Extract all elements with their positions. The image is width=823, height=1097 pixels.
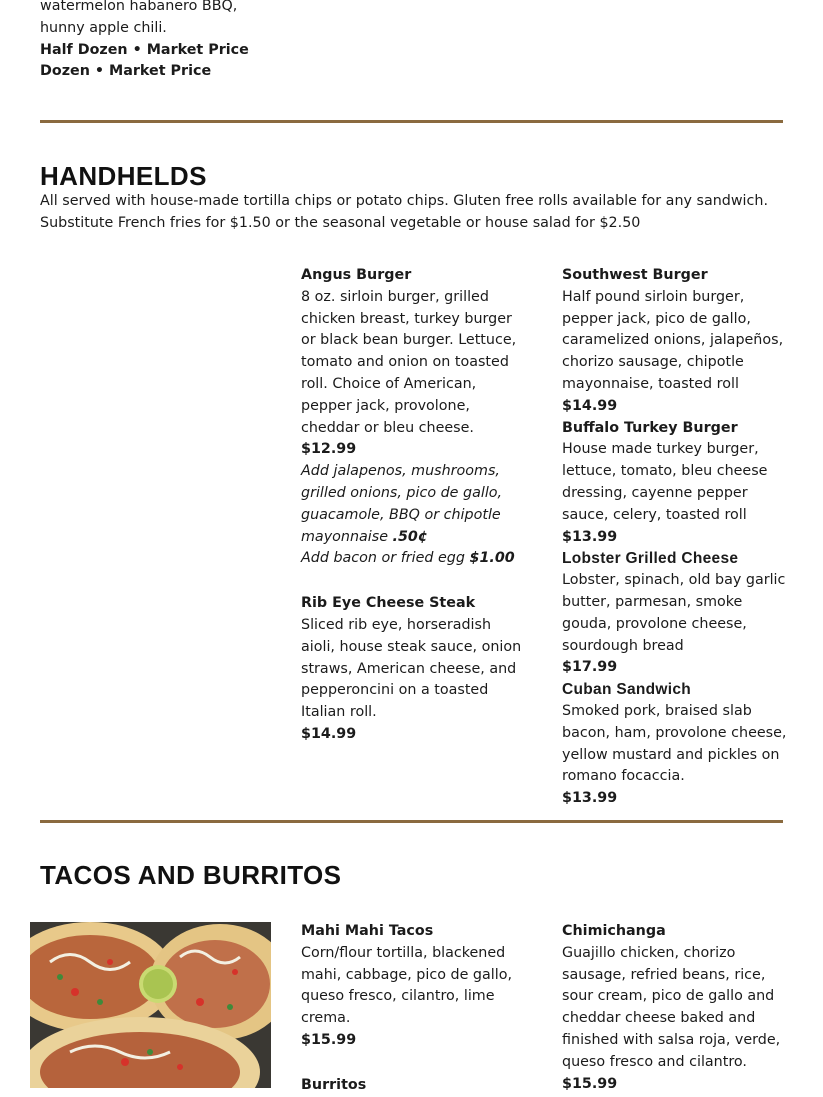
item-description: Smoked pork, braised slab bacon, ham, provolone cheese, yellow mustard and pickles on romano focaccia. xyxy=(562,702,787,785)
addon-text: Add bacon or fried egg xyxy=(301,550,465,567)
item-description-text: Half pound sirloin burger, pepper jack, pico de gallo, caramelized onions, jalapeños, chorizo sausage, chipotle mayonnaise, toasted roll xyxy=(562,288,784,392)
menu-item-chimichanga xyxy=(562,921,787,1095)
item-title: Angus Burger xyxy=(301,267,412,283)
menu-item-buffalo-turkey-burger xyxy=(562,418,787,549)
tacos-photo-image xyxy=(30,922,271,1088)
item-title: Burritos xyxy=(301,1076,367,1093)
item-price: $17.99 xyxy=(562,659,618,676)
menu-item-burritos xyxy=(301,1075,526,1097)
item-price: $13.99 xyxy=(562,528,618,545)
item-title: Cuban Sandwich xyxy=(562,681,692,699)
handhelds-heading: HANDHELDS xyxy=(40,161,207,191)
tacos-photo xyxy=(30,922,271,1088)
item-title: Rib Eye Cheese Steak xyxy=(301,595,476,612)
tacos-column-right xyxy=(562,921,787,1095)
item-addon xyxy=(301,461,526,548)
item-description: Corn/flour tortilla, blackened mahi, cabbage, pico de gallo, queso fresco, cilantro, lime crema. xyxy=(301,944,512,1027)
item-price: $14.99 xyxy=(562,397,618,414)
item-price: $13.99 xyxy=(562,790,618,807)
item-price: $15.99 xyxy=(301,1031,357,1048)
oysters-half-dozen-price: Half Dozen • Market Price xyxy=(40,41,249,58)
oysters-description-line: hunny apple chili. xyxy=(40,19,167,36)
item-description: Lobster, spinach, old bay garlic butter, parmesan, smoke gouda, provolone cheese, sourdough bread xyxy=(562,572,786,654)
item-price: $15.99 xyxy=(562,1075,618,1092)
addon-price: $1.00 xyxy=(469,550,515,567)
oysters-section xyxy=(40,0,280,83)
handhelds-intro-line: Substitute French fries for $1.50 or the seasonal vegetable or house salad for $2.50 xyxy=(40,214,641,231)
handhelds-intro-line: All served with house-made tortilla chips or potato chips. Gluten free rolls available for any sandwich. xyxy=(40,193,768,209)
handhelds-column-right xyxy=(562,265,787,810)
menu-item-cuban-sandwich xyxy=(562,679,787,810)
menu-item-mahi-mahi-tacos xyxy=(301,921,526,1052)
item-description: House made turkey burger, lettuce, tomato, bleu cheese dressing, cayenne pepper sauce, celery, toasted roll xyxy=(562,441,768,523)
handhelds-column-middle xyxy=(301,265,526,746)
section-divider xyxy=(40,120,783,123)
item-price: $12.99 xyxy=(301,441,357,458)
menu-item-southwest-burger xyxy=(562,265,787,418)
tacos-burritos-heading: TACOS AND BURRITOS xyxy=(40,860,342,890)
menu-item-angus-burger xyxy=(301,265,526,570)
item-title: Chimichanga xyxy=(562,923,666,939)
item-price: $14.99 xyxy=(301,725,357,742)
item-title: Lobster Grilled Cheese xyxy=(562,550,739,568)
menu-item-rib-eye-cheese-steak xyxy=(301,593,526,746)
addon-text: Add jalapenos, mushrooms, grilled onions, pico de gallo, guacamole, BBQ or chipotle mayonnaise xyxy=(301,463,503,545)
oysters-description-line: watermelon habanero BBQ, xyxy=(40,0,238,14)
item-title: Buffalo Turkey Burger xyxy=(562,419,738,436)
menu-item-lobster-grilled-cheese xyxy=(562,548,787,679)
item-description xyxy=(562,287,787,418)
item-title: Southwest Burger xyxy=(562,267,708,283)
item-addon xyxy=(301,548,526,570)
addon-price: .50¢ xyxy=(392,528,428,545)
item-description: Guajillo chicken, chorizo sausage, refried beans, rice, sour cream, pico de gallo and cheddar cheese baked and finished with salsa roja, verde, queso fresco and cilantro. xyxy=(562,944,781,1070)
item-description: Sliced rib eye, horseradish aioli, house steak sauce, onion straws, American cheese, and pepperoncini on a toasted Italian roll. xyxy=(301,616,522,721)
item-title: Mahi Mahi Tacos xyxy=(301,923,434,939)
item-description: 8 oz. sirloin burger, grilled chicken breast, turkey burger or black bean burger. Lettuce, tomato and onion on toasted roll. Choice of American, pepper jack, provolone, cheddar or bleu cheese. xyxy=(301,288,517,436)
section-divider xyxy=(40,820,783,823)
tacos-column-middle xyxy=(301,921,526,1097)
handhelds-intro xyxy=(40,191,800,235)
oysters-dozen-price: Dozen • Market Price xyxy=(40,63,212,80)
